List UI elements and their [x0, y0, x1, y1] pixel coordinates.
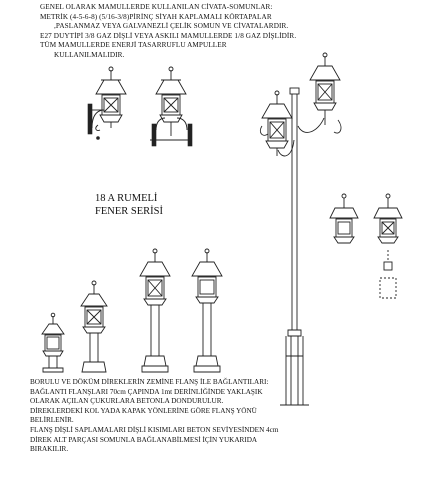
note-line: BELİRLENİR. [30, 416, 74, 425]
note-line: E27 DUYTİPİ 3/8 GAZ DİŞLİ VEYA ASKILI MAMULLERDE 1/8 GAZ DİŞLİDİR. [40, 31, 297, 40]
note-line: OLARAK AÇILAN ÇUKURLARA BETONLA DONDURULUR. [30, 397, 224, 406]
wall-lantern-2 [150, 67, 192, 146]
note-line: DİREK ALT PARÇASI SOMUNLA BAĞLANABİLMESİ İÇİN YUKARIDA [30, 435, 258, 444]
note-line: BORULU VE DÖKÜM DİREKLERİN ZEMİNE FLANŞ İLE BAĞLANTILARI: [30, 378, 269, 386]
note-line: FLANŞ DİŞLİ SAPLAMALARI DİŞLİ KISIMLARI BETON SEVİYESİNDEN 4cm [30, 425, 279, 434]
note-line: ,PASLANMAZ VEYA GALVANEZLİ ÇELİK SOMUN VE CİVATALARDIR. [54, 22, 289, 31]
note-line: GENEL OLARAK MAMULLERDE KULLANILAN CİVATA-SOMUNLAR: [40, 3, 273, 11]
note-line: TÜM MAMULLERDE ENERJİ TASARRUFLU AMPULLER [40, 41, 227, 50]
tall-post-lamp-1 [140, 249, 170, 372]
tall-post-lamp-2 [192, 249, 222, 372]
wall-lantern-1 [88, 67, 126, 140]
note-line: METRİK (4-5-6-8) (5/16-3/8)PİRİNÇ SİYAH KAPLAMALI KÖRTAPALAR [40, 12, 272, 21]
double-arm-pole-lamp [260, 53, 341, 405]
small-pedestal-lamp [42, 313, 64, 372]
hanging-lantern-1 [330, 194, 358, 243]
series-title-line: 18 A RUMELİ [95, 193, 158, 204]
note-line: DİREKLERDEKİ KOL YADA KAPAK YÖNLERİNE GÖRE FLANŞ YÖNÜ [30, 406, 257, 415]
series-title-line: FENER SERİSİ [95, 205, 163, 217]
medium-pedestal-lamp [81, 281, 107, 372]
note-line: BAĞLANTI FLANŞLARI 70cm ÇAPINDA 1mt DERİNLİĞİNDE YAKLAŞIK [30, 387, 263, 396]
note-line: KULLANILMALIDIR. [54, 50, 125, 59]
note-line: BIRAKILIR. [30, 445, 69, 454]
hanging-lantern-2 [374, 194, 402, 298]
installation-notes [30, 378, 330, 455]
